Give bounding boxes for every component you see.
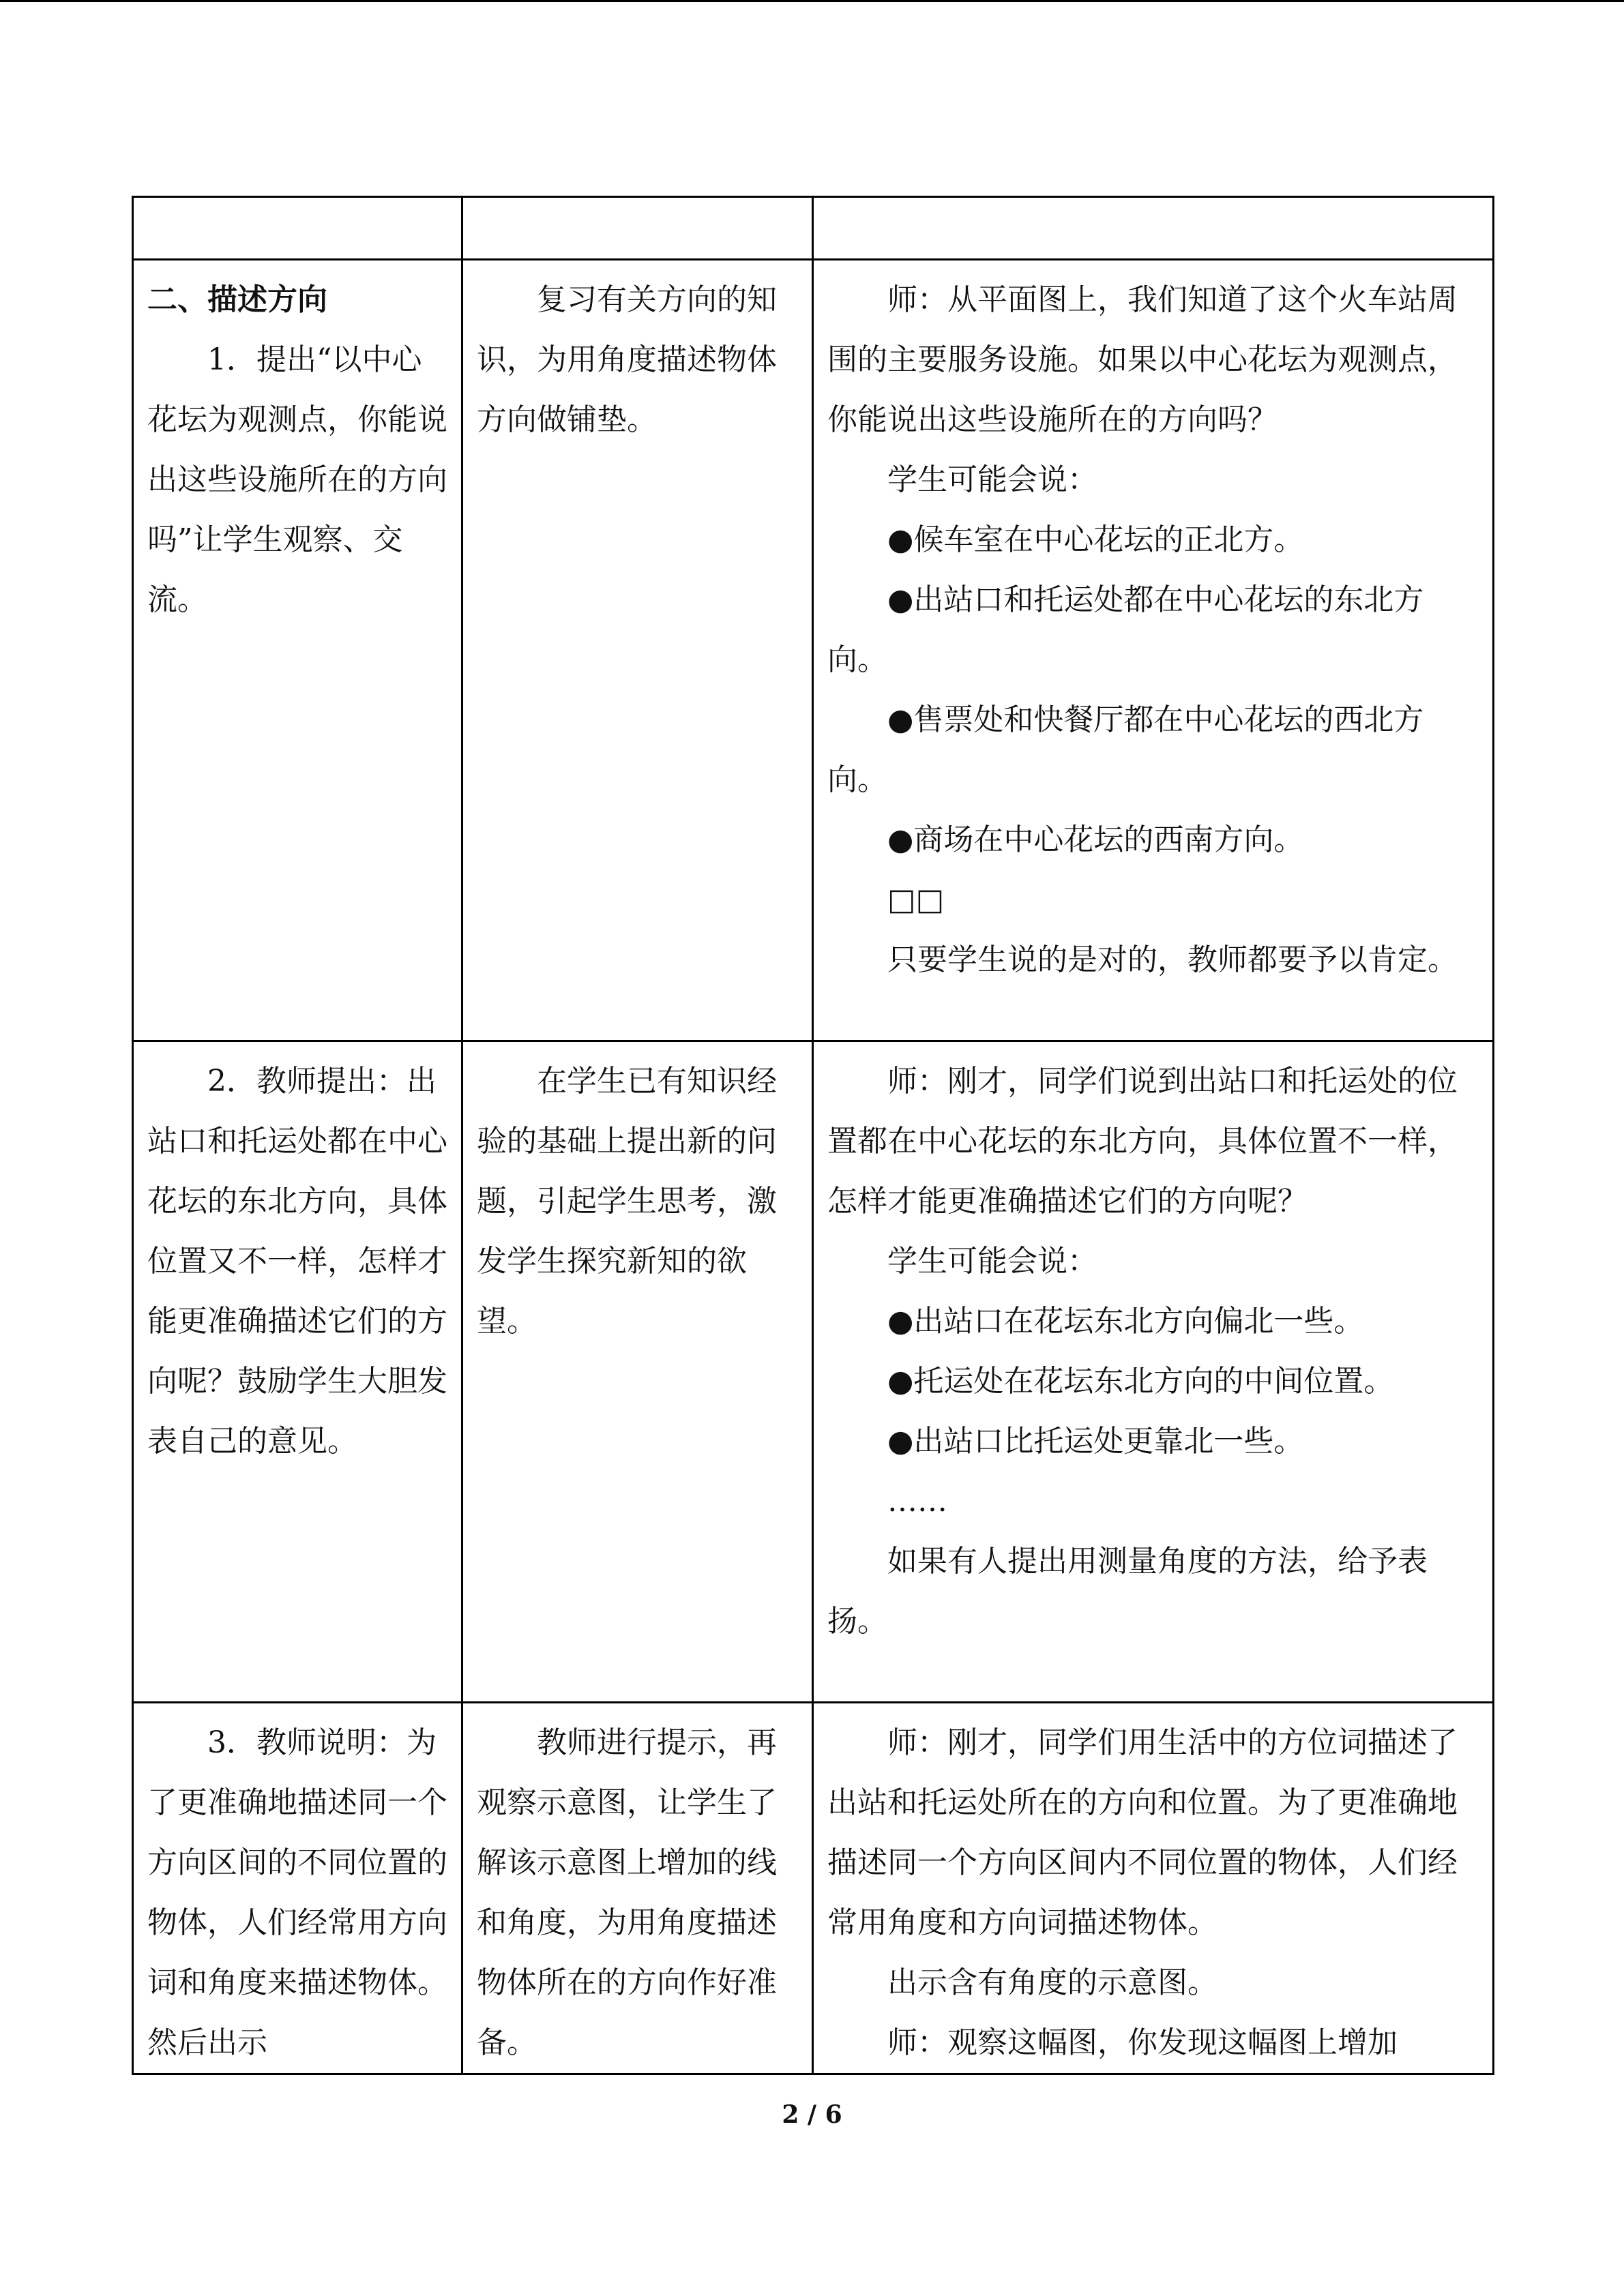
table-row (133, 260, 1494, 1041)
design-intent-cell (462, 1703, 813, 2074)
bullet-item: ●售票处和快餐厅都在中心花坛的西北方向。 (827, 702, 1424, 797)
dialogue-paragraph: 师：从平面图上，我们知道了这个火车站周围的主要服务设施。如果以中心花坛为观测点，你能说出这些设施所在的方向吗？ (827, 282, 1458, 437)
intent-text: 复习有关方向的知识，为用角度描述物体方向做铺垫。 (477, 282, 777, 437)
dialogue-paragraph: 出示含有角度的示意图。 (887, 1965, 1217, 2000)
dialogue-paragraph: 师：观察这幅图，你发现这幅图上增加 (887, 2025, 1398, 2060)
dialogue-paragraph: 师：刚才，同学们说到出站口和托运处的位置都在中心花坛的东北方向，具体位置不一样，怎样才能更准确描述它们的方向呢？ (827, 1064, 1458, 1219)
intent-text: 教师进行提示，再观察示意图，让学生了解该示意图上增加的线和角度，为用角度描述物体所在的方向作好准备。 (477, 1725, 777, 2060)
table-cell (813, 197, 1494, 260)
step-text: 1．提出“以中心花坛为观测点，你能说出这些设施所在的方向吗”让学生观察、交流。 (147, 342, 447, 617)
dialogue-paragraph: 师：刚才，同学们用生活中的方位词描述了出站和托运处所在的方向和位置。为了更准确地描述同一个方向区间内不同位置的物体，人们经常用角度和方向词描述物体。 (827, 1725, 1458, 1940)
placeholder-boxes: □□ (887, 882, 945, 917)
dialogue-paragraph: 如果有人提出用测量角度的方法，给予表扬。 (827, 1544, 1428, 1639)
bullet-item: ●出站口在花坛东北方向偏北一些。 (887, 1304, 1364, 1339)
table-row (133, 1703, 1494, 2074)
teaching-process-cell (133, 1703, 462, 2074)
design-intent-cell (462, 260, 813, 1041)
dialogue-paragraph: 学生可能会说： (887, 462, 1097, 497)
page-number: 2 / 6 (782, 2100, 842, 2129)
teaching-process-cell (133, 1041, 462, 1703)
dialogue-paragraph: 只要学生说的是对的，教师都要予以肯定。 (887, 942, 1458, 977)
ellipsis: …… (887, 1484, 947, 1519)
top-border-line (0, 0, 1624, 2)
classroom-dialogue-cell (813, 1703, 1494, 2074)
bullet-item: ●商场在中心花坛的西南方向。 (887, 822, 1304, 857)
bullet-item: ●候车室在中心花坛的正北方。 (887, 522, 1304, 557)
classroom-dialogue-cell (813, 1041, 1494, 1703)
bullet-item: ●托运处在花坛东北方向的中间位置。 (887, 1364, 1394, 1399)
bullet-item: ●出站口比托运处更靠北一些。 (887, 1424, 1304, 1459)
table-cell (462, 197, 813, 260)
table-row (133, 1041, 1494, 1703)
table-cell (133, 197, 462, 260)
table-row (133, 197, 1494, 260)
teaching-process-cell (133, 260, 462, 1041)
dialogue-paragraph: 学生可能会说： (887, 1244, 1097, 1279)
design-intent-cell (462, 1041, 813, 1703)
lesson-plan-table (132, 196, 1494, 2075)
step-text: 3．教师说明：为了更准确地描述同一个方向区间的不同位置的物体，人们经常用方向词和角度来描述物体。然后出示 (147, 1725, 447, 2060)
bullet-item: ●出站口和托运处都在中心花坛的东北方向。 (827, 582, 1424, 677)
step-text: 2．教师提出：出站口和托运处都在中心花坛的东北方向，具体位置又不一样，怎样才能更准确描述它们的方向呢？鼓励学生大胆发表自己的意见。 (147, 1064, 447, 1459)
section-heading: 二、描述方向 (147, 282, 327, 317)
intent-text: 在学生已有知识经验的基础上提出新的问题，引起学生思考，激发学生探究新知的欲望。 (477, 1064, 777, 1339)
classroom-dialogue-cell (813, 260, 1494, 1041)
